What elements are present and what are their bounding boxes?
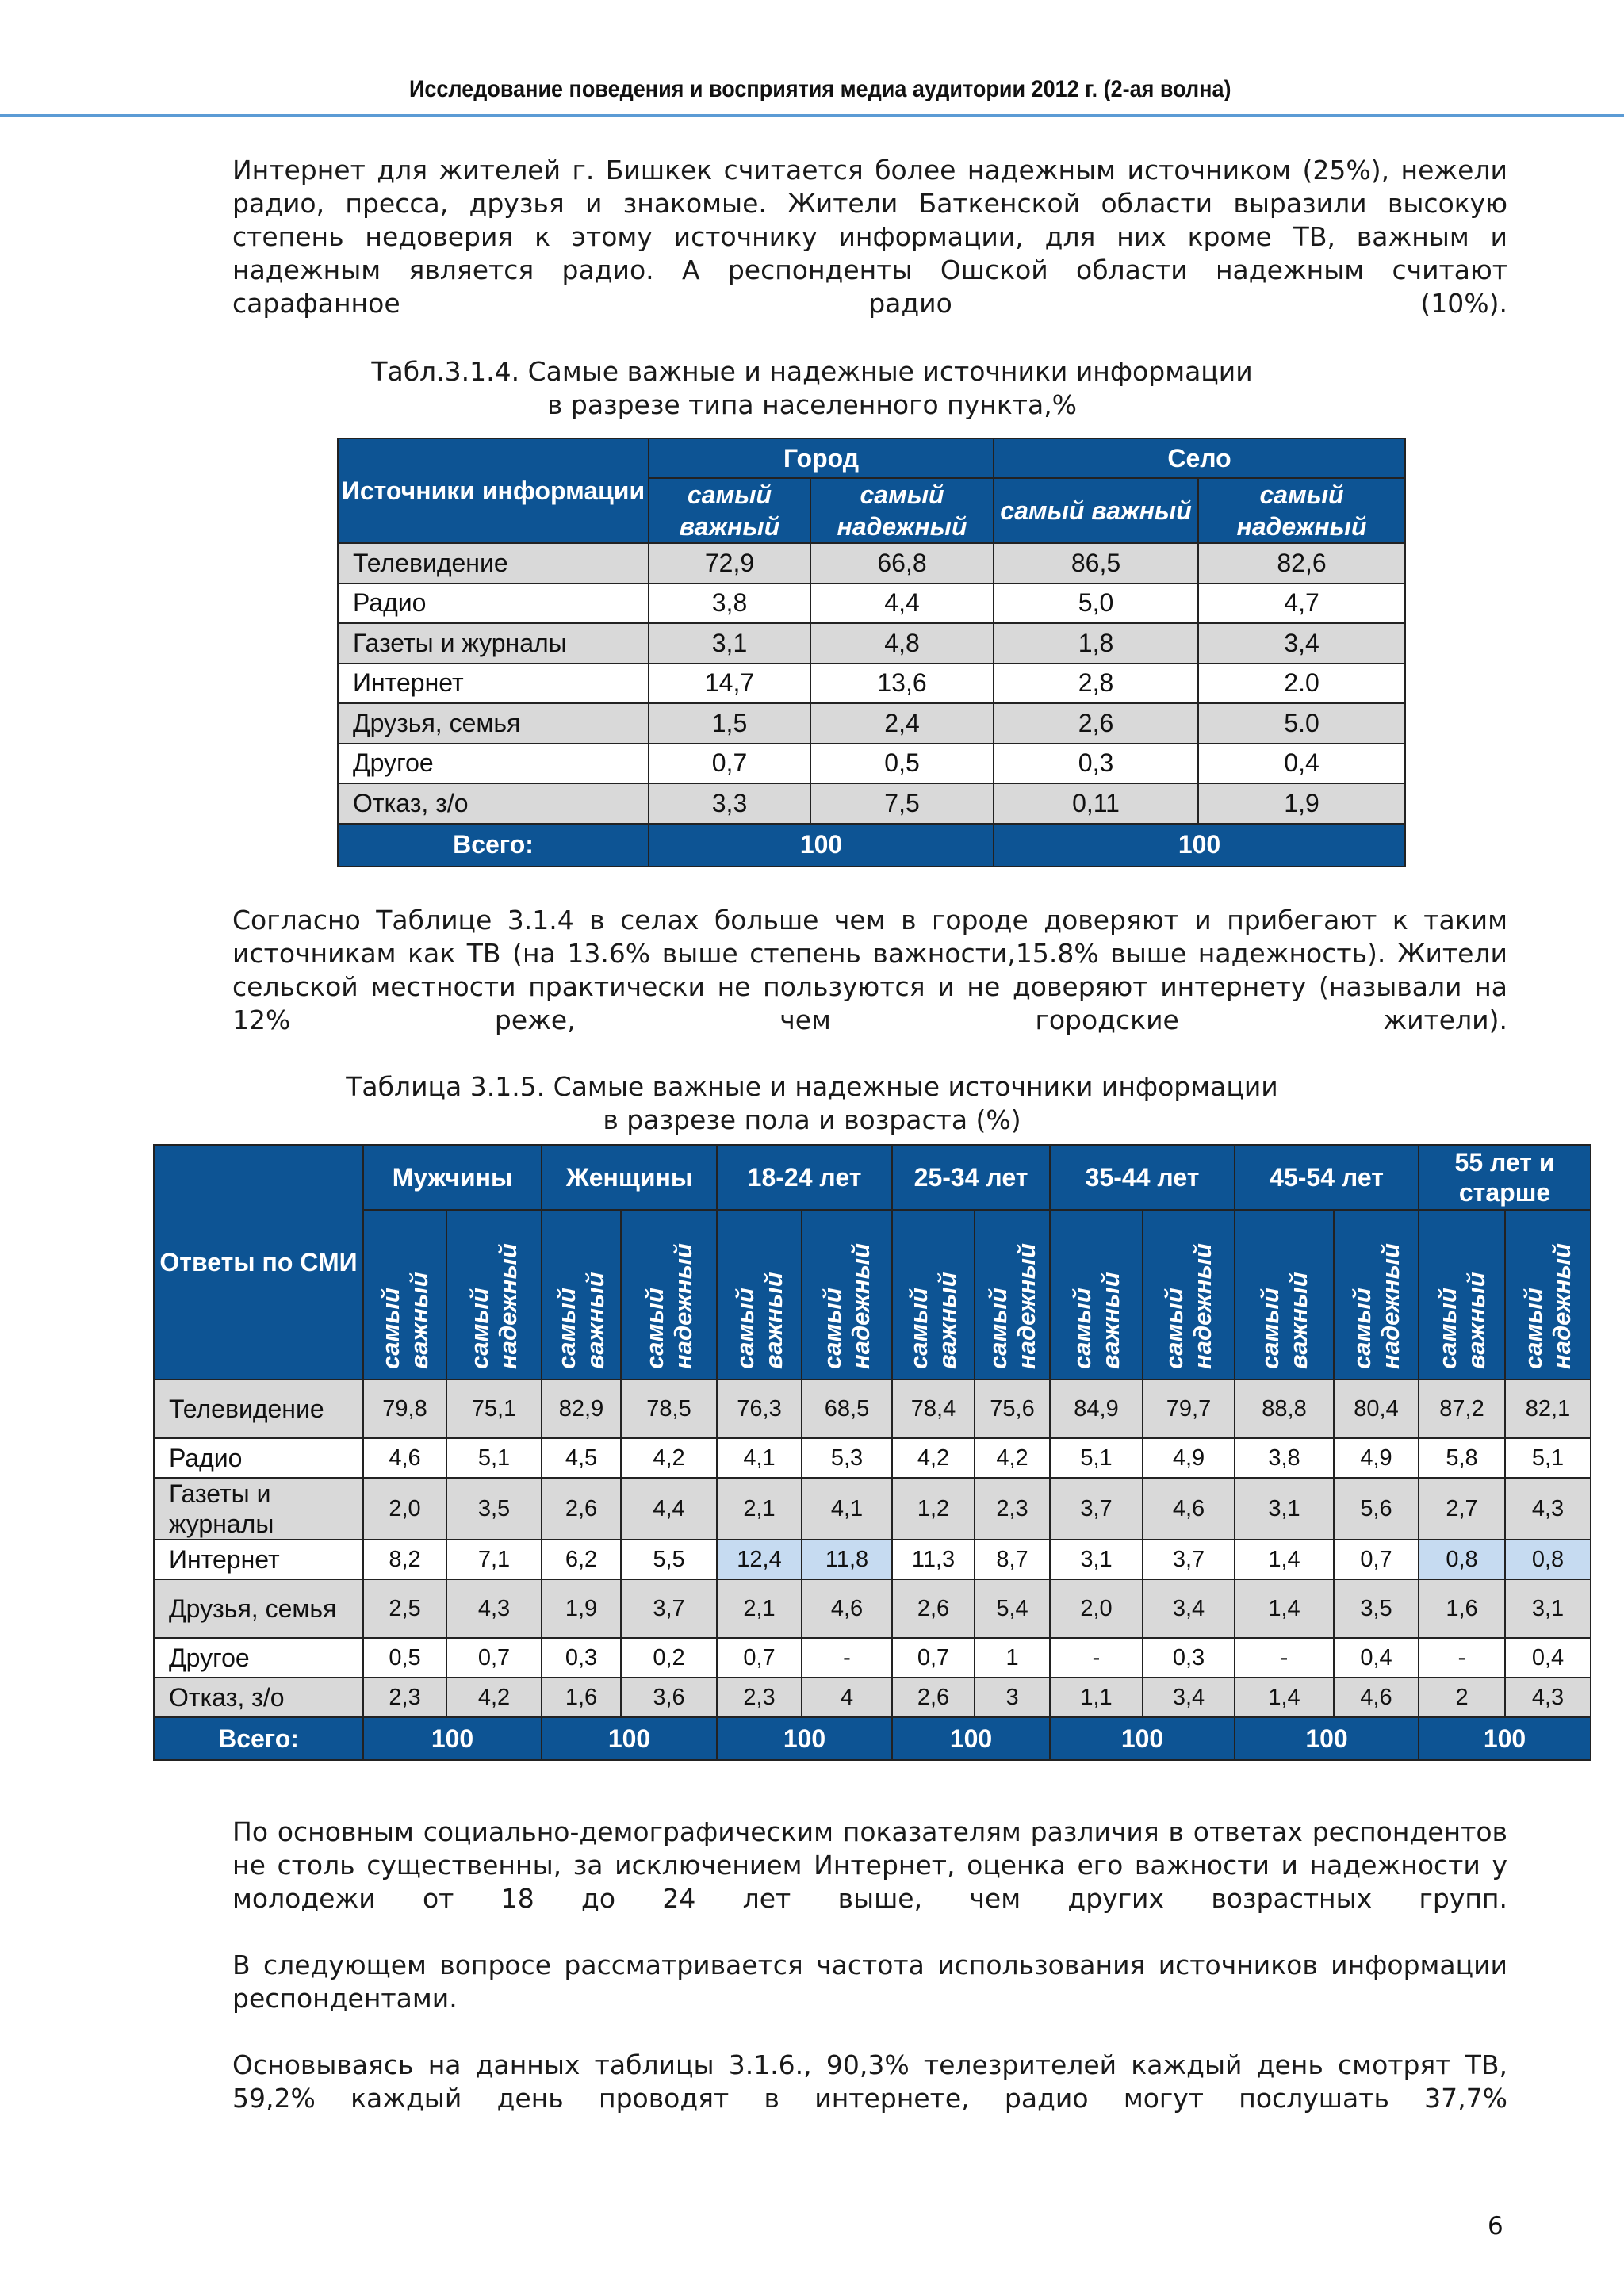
row-label: Телевидение (338, 543, 649, 584)
table-cell: 4,1 (717, 1438, 802, 1478)
table-cell: 79,8 (363, 1380, 446, 1438)
table-cell: 0,3 (1143, 1638, 1235, 1678)
table-cell: 4,3 (1505, 1678, 1591, 1717)
table-cell: 0,7 (446, 1638, 542, 1678)
table-cell: 4,6 (1334, 1678, 1419, 1717)
row-label: Друзья, семья (154, 1579, 363, 1638)
table-cell: 6,2 (542, 1540, 621, 1579)
table-cell: 0,7 (717, 1638, 802, 1678)
table-cell: 0,3 (994, 744, 1198, 784)
total-cell: 100 (649, 824, 994, 867)
table-cell: 4,3 (446, 1579, 542, 1638)
total-cell: 100 (363, 1717, 542, 1760)
table-row (338, 584, 1405, 624)
table-cell: 5,1 (446, 1438, 542, 1478)
table2-group-header: 25-34 лет (892, 1145, 1050, 1210)
table-cell: 3,6 (621, 1678, 717, 1717)
table-cell: 0,5 (810, 744, 994, 784)
table2-subhead-text: самый важный (1067, 1272, 1124, 1369)
total-cell: 100 (717, 1717, 892, 1760)
table-cell: 4,6 (1143, 1478, 1235, 1540)
table-cell: 3,4 (1143, 1678, 1235, 1717)
table-cell: 2,6 (542, 1478, 621, 1540)
table2-subhead (892, 1210, 975, 1380)
table-cell: 3,7 (1050, 1478, 1143, 1540)
table-cell: 2,4 (810, 703, 994, 744)
table-cell: 4,3 (1505, 1478, 1591, 1540)
table-sources-by-gender-age (153, 1144, 1591, 1761)
header-title: Исследование поведения и восприятия медиа аудитории 2012 г. (2-ая волна) (408, 76, 1231, 102)
table-cell: 75,6 (975, 1380, 1050, 1438)
table-cell: 75,1 (446, 1380, 542, 1438)
table-cell: 79,7 (1143, 1380, 1235, 1438)
total-cell: 100 (1050, 1717, 1235, 1760)
table-cell: 0,7 (649, 744, 810, 784)
table-cell: 3,5 (446, 1478, 542, 1540)
row-label: Отказ, з/о (154, 1678, 363, 1717)
table-cell: 2,8 (994, 664, 1198, 704)
row-label: Другое (154, 1638, 363, 1678)
table2-group-header: 55 лет и старше (1419, 1145, 1591, 1210)
row-label: Отказ, з/о (338, 783, 649, 824)
table1-subhead: самый важный (994, 478, 1198, 543)
table1-caption-line1: Табл.3.1.4. Самые важные и надежные источники информации (371, 356, 1253, 387)
table-cell: 13,6 (810, 664, 994, 704)
table-cell: - (1419, 1638, 1505, 1678)
table-cell: 1,2 (892, 1478, 975, 1540)
table-total-row (154, 1717, 1591, 1760)
table-cell: 1,6 (542, 1678, 621, 1717)
table-cell: - (1050, 1638, 1143, 1678)
total-label: Всего: (154, 1717, 363, 1760)
table-cell: 4,6 (802, 1579, 892, 1638)
table-cell: 3,1 (1235, 1478, 1334, 1540)
table-cell: 4,8 (810, 623, 994, 664)
table-cell: 82,6 (1198, 543, 1405, 584)
table2-subhead-text: самый надежный (1160, 1243, 1217, 1369)
table-row (338, 744, 1405, 784)
table2-group-header: Женщины (542, 1145, 717, 1210)
table-cell: 2,3 (363, 1678, 446, 1717)
table-cell: 0,2 (621, 1638, 717, 1678)
paragraph-5: Основываясь на данных таблицы 3.1.6., 90,3% телезрителей каждый день смотрят ТВ, 59,2% каждый день проводят в интернете, радио могут послушать 37,7% (232, 2049, 1507, 2114)
table2-group-header: Мужчины (363, 1145, 542, 1210)
table-row (338, 783, 1405, 824)
table2-subhead (717, 1210, 802, 1380)
table2-subhead-text: самый важный (376, 1272, 433, 1369)
table-total-row (338, 824, 1405, 867)
table-cell: 1,4 (1235, 1579, 1334, 1638)
table2-subhead-text: самый надежный (465, 1243, 522, 1369)
table2-subhead (1334, 1210, 1419, 1380)
table-cell: 4,2 (975, 1438, 1050, 1478)
table-cell: 1,6 (1419, 1579, 1505, 1638)
table-cell: - (802, 1638, 892, 1678)
table2-caption-line2: в разрезе пола и возраста (%) (603, 1104, 1021, 1135)
total-cell: 100 (542, 1717, 717, 1760)
table-cell: 8,2 (363, 1540, 446, 1579)
table1-caption-line2: в разрезе типа населенного пункта,% (546, 389, 1078, 420)
table1-subhead: самый надежный (810, 478, 994, 543)
table1-group-village: Село (994, 438, 1405, 478)
table-cell: 2,5 (363, 1579, 446, 1638)
table-cell: 1,4 (1235, 1540, 1334, 1579)
table-cell: 5,5 (621, 1540, 717, 1579)
paragraph-4: В следующем вопросе рассматривается частота использования источников информации респондентами. (232, 1950, 1507, 2014)
table2-subhead-text: самый надежный (818, 1243, 875, 1369)
row-label: Радио (154, 1438, 363, 1478)
table-row (338, 703, 1405, 744)
table2-caption-line1: Таблица 3.1.5. Самые важные и надежные источники информации (346, 1071, 1278, 1102)
table-cell: 78,5 (621, 1380, 717, 1438)
table-row (154, 1579, 1591, 1638)
table-cell: 2,6 (994, 703, 1198, 744)
paragraph-2: Согласно Таблице 3.1.4 в селах больше чем в городе доверяют и прибегают к таким источникам как ТВ (на 13.6% выше степень важности,15.8% выше надежность). Жители сельской местности практически не пользуются и не доверяют интернету (называли на 12% реже, чем городские жители). (232, 905, 1507, 1035)
page-header (0, 71, 1624, 117)
table-cell: 76,3 (717, 1380, 802, 1438)
table-cell: 0,4 (1505, 1638, 1591, 1678)
page-number: 6 (1488, 2212, 1503, 2241)
table2-subhead (1419, 1210, 1505, 1380)
table-cell: 2,1 (717, 1579, 802, 1638)
table-row (338, 664, 1405, 704)
table2-subhead (975, 1210, 1050, 1380)
table-row (154, 1638, 1591, 1678)
table-cell: 68,5 (802, 1380, 892, 1438)
table-cell: 0,4 (1334, 1638, 1419, 1678)
table-cell: 0,3 (542, 1638, 621, 1678)
table-cell: 3,4 (1143, 1579, 1235, 1638)
table-cell: 2,7 (1419, 1478, 1505, 1540)
table-cell: 4,1 (802, 1478, 892, 1540)
total-cell: 100 (892, 1717, 1050, 1760)
row-label: Интернет (338, 664, 649, 704)
table-row (338, 543, 1405, 584)
table2-subhead-text: самый надежный (640, 1243, 697, 1369)
table-cell: 0,11 (994, 783, 1198, 824)
table2-subhead (1050, 1210, 1143, 1380)
table-cell: 2,3 (717, 1678, 802, 1717)
total-cell: 100 (994, 824, 1405, 867)
row-label: Другое (338, 744, 649, 784)
table-cell: 2,6 (892, 1579, 975, 1638)
table-cell: 1,5 (649, 703, 810, 744)
table2-group-header-row (154, 1145, 1591, 1210)
table-cell: 2,3 (975, 1478, 1050, 1540)
table-cell: 2,6 (892, 1678, 975, 1717)
table-cell: 0,8 (1505, 1540, 1591, 1579)
table-cell: 5,3 (802, 1438, 892, 1478)
table2-group-header: 35-44 лет (1050, 1145, 1235, 1210)
table-cell: 4,7 (1198, 584, 1405, 624)
table-cell: 5,4 (975, 1579, 1050, 1638)
table-cell: 2 (1419, 1678, 1505, 1717)
table-row (154, 1478, 1591, 1540)
table-cell: 80,4 (1334, 1380, 1419, 1438)
table-cell: 12,4 (717, 1540, 802, 1579)
table-cell: 4,9 (1143, 1438, 1235, 1478)
table-cell: 0,8 (1419, 1540, 1505, 1579)
table-row (154, 1678, 1591, 1717)
table-cell: 3,7 (1143, 1540, 1235, 1579)
table-cell: 2,0 (363, 1478, 446, 1540)
table2-subhead-text: самый важный (1433, 1272, 1490, 1369)
table-cell: 3,4 (1198, 623, 1405, 664)
table2-group-header: 18-24 лет (717, 1145, 892, 1210)
table-sources-by-settlement (337, 438, 1406, 867)
table2-subhead-text: самый надежный (983, 1243, 1040, 1369)
total-cell: 100 (1235, 1717, 1419, 1760)
table-cell: 1,9 (1198, 783, 1405, 824)
table2-corner-header: Ответы по СМИ (154, 1145, 363, 1380)
table-cell: 5,1 (1050, 1438, 1143, 1478)
table-cell: 88,8 (1235, 1380, 1334, 1438)
table-row (154, 1540, 1591, 1579)
table-cell: 4,5 (542, 1438, 621, 1478)
table2-subhead (1143, 1210, 1235, 1380)
row-label: Газеты и журналы (154, 1478, 363, 1540)
table2-subhead (542, 1210, 621, 1380)
table-cell: 11,3 (892, 1540, 975, 1579)
table-cell: 5,1 (1505, 1438, 1591, 1478)
table-cell: 3,7 (621, 1579, 717, 1638)
table-cell: - (1235, 1638, 1334, 1678)
paragraph-3: По основным социально-демографическим показателям различия в ответах респондентов не столь существенны, за исключением Интернет, оценка его важности и надежности у молодежи от 18 до 24 лет выше, чем других возрастных групп. (232, 1816, 1507, 1914)
table2-subhead (802, 1210, 892, 1380)
table-cell: 78,4 (892, 1380, 975, 1438)
row-label: Радио (338, 584, 649, 624)
row-label: Газеты и журналы (338, 623, 649, 664)
table-cell: 4,6 (363, 1438, 446, 1478)
table-cell: 5,0 (994, 584, 1198, 624)
table-cell: 4 (802, 1678, 892, 1717)
table2-subhead-text: самый важный (1255, 1272, 1312, 1369)
table-cell: 3 (975, 1678, 1050, 1717)
table-cell: 0,7 (892, 1638, 975, 1678)
table-cell: 14,7 (649, 664, 810, 704)
table-cell: 3,5 (1334, 1579, 1419, 1638)
table-cell: 82,9 (542, 1380, 621, 1438)
table2-subheader-row (154, 1210, 1591, 1380)
table-cell: 2,0 (1050, 1579, 1143, 1638)
table1-corner-header: Источники информации (338, 438, 649, 543)
table2-subhead (1505, 1210, 1591, 1380)
table-cell: 11,8 (802, 1540, 892, 1579)
table-cell: 72,9 (649, 543, 810, 584)
table1-group-city: Город (649, 438, 994, 478)
table-cell: 86,5 (994, 543, 1198, 584)
table-cell: 4,2 (892, 1438, 975, 1478)
table-cell: 82,1 (1505, 1380, 1591, 1438)
table-cell: 1,8 (994, 623, 1198, 664)
table-cell: 2.0 (1198, 664, 1405, 704)
total-label: Всего: (338, 824, 649, 867)
table2-subhead-text: самый надежный (1347, 1243, 1404, 1369)
table-cell: 7,5 (810, 783, 994, 824)
table-cell: 1 (975, 1638, 1050, 1678)
table-cell: 4,9 (1334, 1438, 1419, 1478)
table1-subhead: самый важный (649, 478, 810, 543)
table1-subhead: самый надежный (1198, 478, 1405, 543)
table-cell: 8,7 (975, 1540, 1050, 1579)
table-row (154, 1380, 1591, 1438)
table2-subhead (1235, 1210, 1334, 1380)
table2-subhead-text: самый надежный (1519, 1243, 1576, 1369)
table2-subhead (621, 1210, 717, 1380)
table-cell: 1,1 (1050, 1678, 1143, 1717)
table-cell: 3,3 (649, 783, 810, 824)
table-cell: 66,8 (810, 543, 994, 584)
table-cell: 7,1 (446, 1540, 542, 1579)
table-cell: 1,4 (1235, 1678, 1334, 1717)
table2-subhead (363, 1210, 446, 1380)
table-cell: 0,7 (1334, 1540, 1419, 1579)
row-label: Интернет (154, 1540, 363, 1579)
table2-subhead (446, 1210, 542, 1380)
table-row (154, 1438, 1591, 1478)
table-cell: 5,6 (1334, 1478, 1419, 1540)
table-cell: 4,2 (446, 1678, 542, 1717)
table-cell: 3,1 (649, 623, 810, 664)
row-label: Друзья, семья (338, 703, 649, 744)
table-cell: 3,8 (649, 584, 810, 624)
table2-subhead-text: самый важный (553, 1272, 610, 1369)
table-cell: 2,1 (717, 1478, 802, 1540)
table-cell: 5,8 (1419, 1438, 1505, 1478)
table-cell: 3,8 (1235, 1438, 1334, 1478)
table-cell: 87,2 (1419, 1380, 1505, 1438)
table2-subhead-text: самый важный (905, 1272, 962, 1369)
table-cell: 3,1 (1050, 1540, 1143, 1579)
row-label: Телевидение (154, 1380, 363, 1438)
table-cell: 1,9 (542, 1579, 621, 1638)
table-cell: 0,5 (363, 1638, 446, 1678)
table-cell: 84,9 (1050, 1380, 1143, 1438)
table-cell: 4,2 (621, 1438, 717, 1478)
table-cell: 0,4 (1198, 744, 1405, 784)
total-cell: 100 (1419, 1717, 1591, 1760)
table-cell: 5.0 (1198, 703, 1405, 744)
table-row (338, 623, 1405, 664)
paragraph-1: Интернет для жителей г. Бишкек считается более надежным источником (25%), нежели радио, пресса, друзья и знакомые. Жители Баткенской области выразили высокую степень недоверия к этому источнику информации, для них кроме ТВ, важным и надежным является радио. А респонденты Ошской области надежным считают сарафанное радио (10%). (232, 155, 1507, 319)
table2-subhead-text: самый важный (730, 1272, 787, 1369)
table2-group-header: 45-54 лет (1235, 1145, 1419, 1210)
table-cell: 4,4 (621, 1478, 717, 1540)
table-cell: 3,1 (1505, 1579, 1591, 1638)
table-cell: 4,4 (810, 584, 994, 624)
